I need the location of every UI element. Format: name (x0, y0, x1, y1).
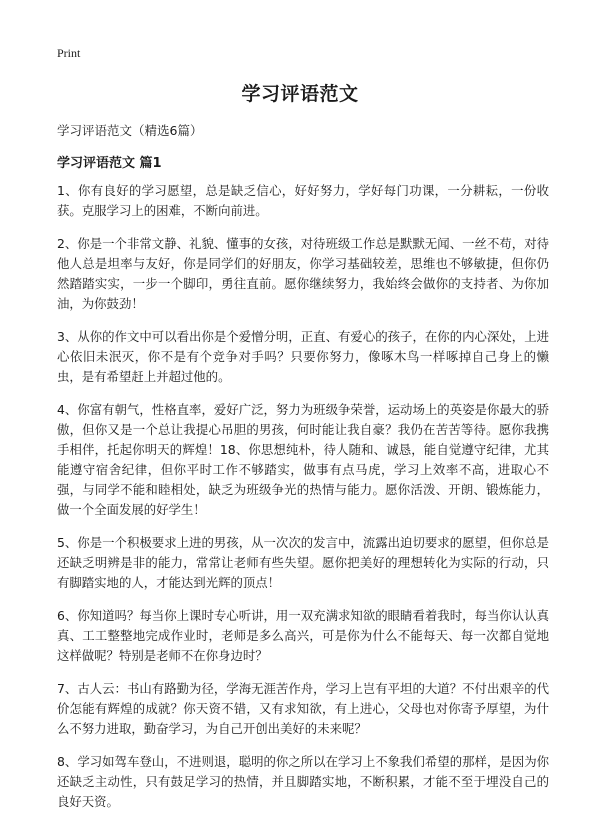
paragraph: 2、你是一个非常文静、礼貌、懂事的女孩，对待班级工作总是默默无闻、一丝不苟，对待他人总是坦率与友好，你是同学们的好朋友，你学习基础较差，思维也不够敏捷，但你仍然踏踏实实，一步一个脚印，勇往直前。愿你继续努力，我始终会做你的支持者、为你加油，为你鼓劲！ (57, 236, 549, 311)
paragraph: 8、学习如驾车登山，不进则退，聪明的你之所以在学习上不象我们希望的那样，是因为你还缺乏主动性，只有鼓足学习的热情，并且脚踏实地，不断积累，才能不至于埋没自己的良好天资。 (57, 754, 549, 809)
paragraph: 6、你知道吗？每当你上课时专心听讲，用一双充满求知欲的眼睛看着我时，每当你认认真真、工工整整地完成作业时，老师是多么高兴，可是你为什么不能每天、每一次都自觉地这样做呢？特别是老师不在你身边时？ (57, 608, 549, 663)
paragraph: 3、从你的作文中可以看出你是个爱憎分明，正直、有爱心的孩子，在你的内心深处，上进心依旧未泯灭，你不是有个竞争对手吗？只要你努力，像啄木鸟一样啄掉自己身上的懒虫，是有希望赶上并超过他的。 (57, 329, 549, 384)
section-heading: 学习评语范文 篇1 (57, 156, 162, 171)
document-subtitle: 学习评语范文（精选6篇） (57, 123, 203, 138)
print-link[interactable]: Print (57, 46, 81, 60)
paragraph: 4、你富有朝气，性格直率，爱好广泛，努力为班级争荣誉，运动场上的英姿是你最大的骄傲，但你又是一个总让我提心吊胆的男孩，何时能让我自豪？我仍在苦苦等待。愿你我携手相伴，托起你明天的辉煌！18、你思想纯朴，待人随和、诚恳，能自觉遵守纪律，尤其能遵守宿舍纪律，但你平时工作不够踏实，做事有点马虎，学习上效率不高，进取心不强，与同学不能和睦相处，缺乏为班级争光的热情与能力。愿你活泼、开朗、锻炼能力，做一个全面发展的好学生！ (57, 402, 549, 517)
document-title: 学习评语范文 (241, 83, 359, 105)
paragraph: 1、你有良好的学习愿望，总是缺乏信心，好好努力，学好每门功课，一分耕耘，一份收获。克服学习上的困难，不断向前进。 (57, 183, 549, 218)
paragraph-list (57, 181, 549, 825)
paragraph: 7、古人云：书山有路勤为径，学海无涯苦作舟，学习上岂有平坦的大道？不付出艰辛的代价怎能有辉煌的成就？你天资不错，又有求知欲，有上进心，父母也对你寄予厚望，为什么不努力进取，勤奋学习，为自己开创出美好的未来呢？ (57, 681, 549, 736)
paragraph: 5、你是一个积极要求上进的男孩，从一次次的发言中，流露出迫切要求的愿望，但你总是还缺乏明辨是非的能力，常常让老师有些失望。愿你把美好的理想转化为实际的行动，只有脚踏实地的人，才能达到光辉的顶点！ (57, 535, 549, 590)
